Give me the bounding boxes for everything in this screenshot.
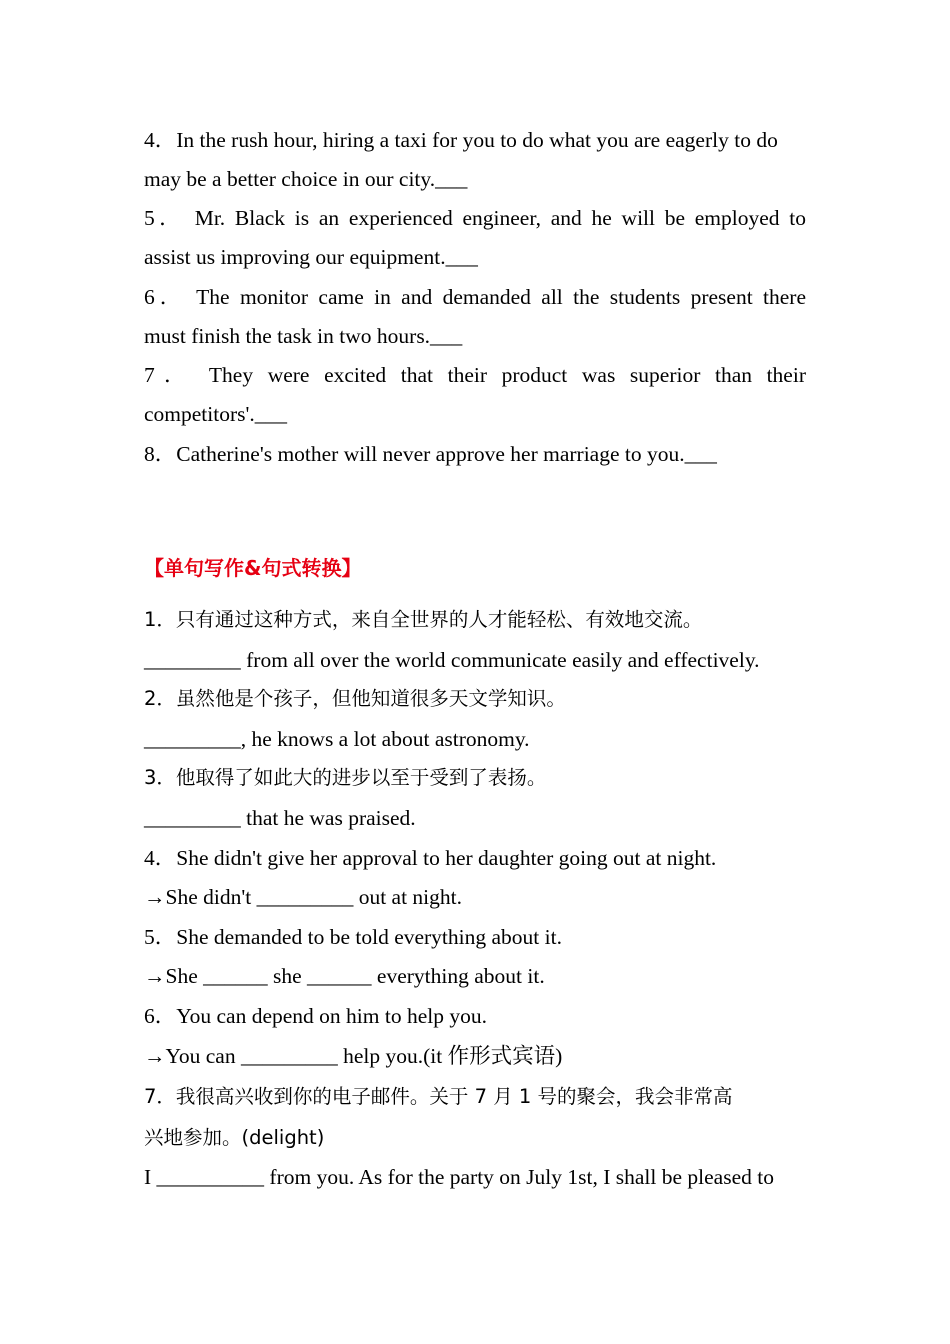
writing-3-chinese: 3．他取得了如此大的进步以至于受到了表扬。 — [144, 766, 547, 789]
transform-6-rewrite: →You can _________ help you.(it 作形式宾语) — [144, 1044, 563, 1068]
writing-2-english: _________, he knows a lot about astronomy. — [144, 727, 530, 751]
writing-2-chinese: 2．虽然他是个孩子，但他知道很多天文学知识。 — [144, 687, 566, 710]
transform-6-original: 6．You can depend on him to help you. — [144, 1004, 487, 1028]
writing-3-english: _________ that he was praised. — [144, 806, 416, 830]
transform-5-rewrite: →She ______ she ______ everything about it. — [144, 964, 545, 988]
exercise-6-line-1: 6． The monitor came in and demanded all the students present there — [144, 285, 806, 309]
exercise-6-line-2: must finish the task in two hours.___ — [144, 324, 463, 348]
writing-1-chinese: 1．只有通过这种方式，来自全世界的人才能轻松、有效地交流。 — [144, 608, 703, 631]
writing-7-english: I __________ from you. As for the party on July 1st, I shall be pleased to — [144, 1165, 774, 1189]
section-heading: 【单句写作&句式转换】 — [144, 556, 362, 580]
writing-1-english: _________ from all over the world communicate easily and effectively. — [144, 648, 760, 672]
exercise-8-line-1: 8．Catherine's mother will never approve her marriage to you.___ — [144, 442, 717, 466]
exercise-7-line-2: competitors'.___ — [144, 402, 288, 426]
exercise-5-line-1: 5． Mr. Black is an experienced engineer, and he will be employed to — [144, 206, 806, 230]
writing-7-chinese-line-2: 兴地参加。(delight) — [144, 1126, 325, 1149]
transform-5-original: 5．She demanded to be told everything about it. — [144, 925, 562, 949]
transform-4-rewrite: →She didn't _________ out at night. — [144, 885, 463, 909]
transform-4-original: 4．She didn't give her approval to her daughter going out at night. — [144, 846, 717, 870]
exercise-5-line-2: assist us improving our equipment.___ — [144, 245, 478, 269]
exercise-4-line-1: 4．In the rush hour, hiring a taxi for you to do what you are eagerly to do — [144, 128, 778, 152]
writing-7-chinese-line-1: 7．我很高兴收到你的电子邮件。关于 7 月 1 号的聚会，我会非常高 — [144, 1085, 733, 1108]
exercise-7-line-1: 7． They were excited that their product was superior than their — [144, 363, 806, 387]
exercise-4-line-2: may be a better choice in our city.___ — [144, 167, 468, 191]
